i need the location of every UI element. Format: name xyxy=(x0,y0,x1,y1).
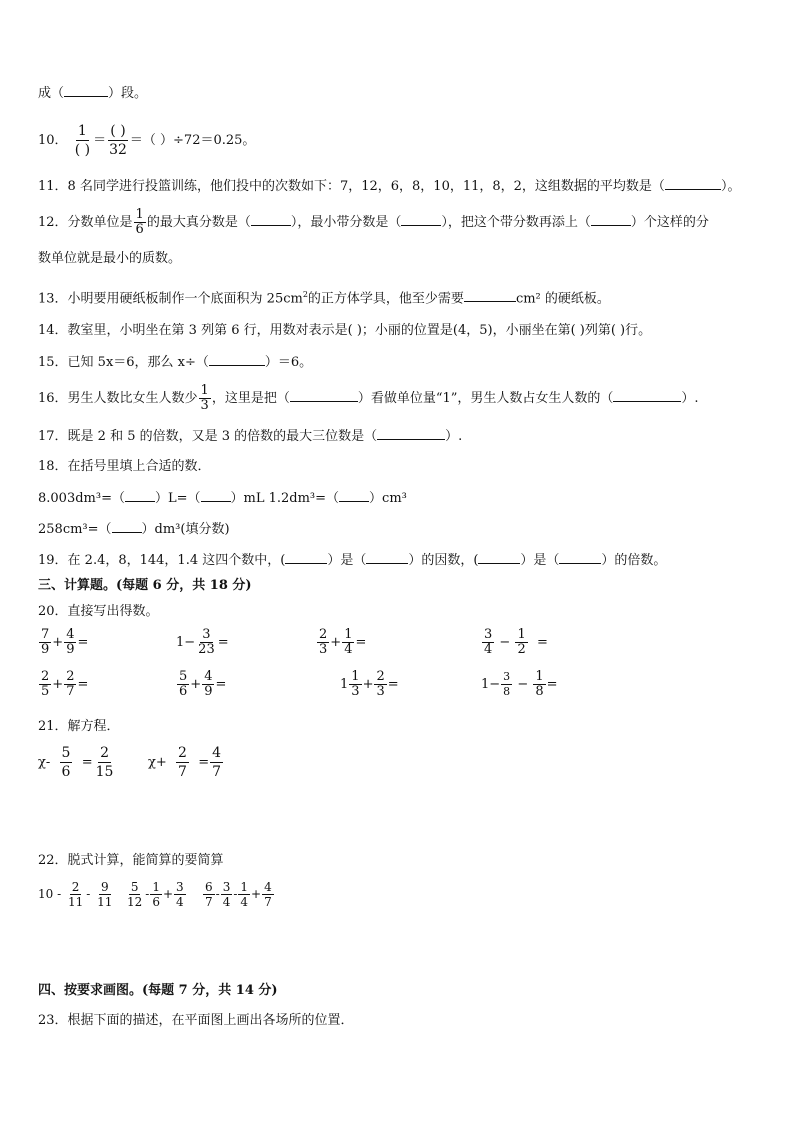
answer-blank[interactable] xyxy=(559,551,601,564)
question-22-title: 22．脱式计算，能简算的要简算 xyxy=(38,853,224,868)
fraction: $\frac{3}{4}$ xyxy=(222,880,231,909)
answer-blank[interactable] xyxy=(591,213,631,226)
expression-3: $\frac{6}{7}$ - $\frac{3}{4}$ - $\frac{1}{4}$ + $\frac{4}{7}$ xyxy=(205,880,272,909)
fraction: $\frac{9}{11}$ xyxy=(97,880,113,909)
answer-blank[interactable] xyxy=(366,551,408,564)
answer-blank[interactable] xyxy=(251,213,291,226)
answer-blank[interactable] xyxy=(285,551,327,564)
answer-blank[interactable] xyxy=(401,213,441,226)
fraction: $\frac{1}{( )}$ xyxy=(74,123,91,158)
expression-2: $\frac{5}{12}$ - $\frac{1}{6}$ + $\frac{3}{4}$ xyxy=(127,880,184,909)
question-18-title: 18．在括号里填上合适的数． xyxy=(38,459,211,474)
fraction: $\frac{2}{3}$ xyxy=(319,627,328,657)
question-18-line1: 8.003dm³=（ ）L=（ ）mL 1.2dm³=（ ）cm³ xyxy=(38,491,407,506)
calc-item: 1− $\frac{3}{23}$ = xyxy=(176,627,229,657)
fraction: $\frac{4}{9}$ xyxy=(204,669,213,699)
equation-2: χ+ $\frac{2}{7}$ = $\frac{4}{7}$ xyxy=(148,745,222,780)
expression-1: 10 - $\frac{2}{11}$ - $\frac{9}{11}$ xyxy=(38,880,113,909)
answer-blank[interactable] xyxy=(125,489,155,502)
question-21-title: 21．解方程． xyxy=(38,719,120,734)
fraction: $\frac{( )}{32}$ xyxy=(109,123,127,158)
question-15: 15．已知 5x＝6，那么 x÷（ ）＝6。 xyxy=(38,355,313,370)
fraction: $\frac{2}{11}$ xyxy=(67,880,84,909)
fraction: $\frac{6}{7}$ xyxy=(205,880,213,909)
fraction: $\frac{3}{23}$ xyxy=(198,627,215,657)
calc-item: $\frac{2}{5}$ + $\frac{2}{7}$ = xyxy=(41,669,89,699)
answer-blank[interactable] xyxy=(201,489,231,502)
section-4-title: 四、按要求画图。(每题 7 分，共 14 分) xyxy=(38,983,278,998)
answer-blank[interactable] xyxy=(377,427,445,440)
fraction: $\frac{1}{8}$ xyxy=(535,669,544,699)
answer-blank[interactable] xyxy=(209,353,265,366)
equation-1: χ- $\frac{5}{6}$ = $\frac{2}{15}$ xyxy=(38,745,114,780)
answer-blank[interactable] xyxy=(112,520,142,533)
question-16: 16．男生人数比女生人数少 $\frac{1}{3}$ ，这里是把（ ）看做单位量“1”，男生人数占女生人数的（ ）. xyxy=(38,383,699,413)
question-14: 14．教室里，小明坐在第 3 列第 6 行，用数对表示是( )；小丽的位置是(4，5)，小丽坐在第( )列第( )行。 xyxy=(38,323,652,338)
answer-blank[interactable] xyxy=(613,389,681,402)
fraction: $\frac{1}{4}$ xyxy=(344,627,353,657)
fraction: $\frac{5}{6}$ xyxy=(179,669,188,699)
question-12: 12．分数单位是 $\frac{1}{6}$ 的最大真分数是（ ），最小带分数是（ ），把这个带分数再添上（ ）个这样的分 xyxy=(38,207,709,237)
fraction: $\frac{2}{3}$ xyxy=(376,669,385,699)
fraction: $\frac{2}{7}$ xyxy=(66,669,75,699)
question-13: 13．小明要用硬纸板制作一个底面积为 $25cm^2$的正方体学具，他至少需要 cm² 的硬纸板。 xyxy=(38,290,610,307)
fraction: $\frac{4}{7}$ xyxy=(264,880,272,909)
q9-tail: 成（ ）段。 xyxy=(38,86,148,101)
fraction: $\frac{3}{4}$ xyxy=(176,880,184,909)
question-23: 23．根据下面的描述，在平面图上画出各场所的位置． xyxy=(38,1013,354,1028)
fraction: $\frac{2}{15}$ xyxy=(95,745,114,780)
fraction: $\frac{1}{3}$ xyxy=(200,383,209,413)
fraction: $\frac{4}{7}$ xyxy=(212,745,222,780)
calc-item: $\frac{3}{4}$ − $\frac{1}{2}$ = xyxy=(484,627,548,657)
fraction: $\frac{7}{9}$ xyxy=(41,627,50,657)
fraction: $\frac{3}{8}$ xyxy=(503,670,511,698)
fraction: $\frac{1}{6}$ xyxy=(152,880,160,909)
fraction: $\frac{2}{5}$ xyxy=(41,669,50,699)
fraction: $\frac{1}{3}$ xyxy=(351,669,360,699)
calc-item: $\frac{7}{9}$ + $\frac{4}{9}$ = xyxy=(41,627,89,657)
section-3-title: 三、计算题。(每题 6 分，共 18 分) xyxy=(38,578,252,593)
fraction: $\frac{5}{6}$ xyxy=(61,745,71,780)
question-18-line2: 258cm³=（ ）dm³(填分数) xyxy=(38,522,230,537)
answer-blank[interactable] xyxy=(665,177,721,190)
question-20-title: 20．直接写出得数。 xyxy=(38,604,159,619)
question-11: 11．8 名同学进行投篮训练，他们投中的次数如下：7，12，6，8，10，11，8，2，这组数据的平均数是（ ）。 xyxy=(38,179,741,194)
answer-blank[interactable] xyxy=(464,289,516,302)
fraction: $\frac{2}{7}$ xyxy=(178,745,187,780)
calc-item: 1 $\frac{1}{3}$ + $\frac{2}{3}$ = xyxy=(340,669,399,699)
calc-item: $\frac{2}{3}$ + $\frac{1}{4}$ = xyxy=(319,627,367,657)
fraction: $\frac{3}{4}$ xyxy=(484,627,493,657)
answer-blank[interactable] xyxy=(290,389,358,402)
question-19: 19．在 2.4，8，144，1.4 这四个数中，( ）是（ ）的因数，( ）是（ ）的倍数。 xyxy=(38,553,667,568)
fraction: $\frac{1}{4}$ xyxy=(240,880,249,909)
fraction: $\frac{5}{12}$ xyxy=(127,880,143,909)
answer-blank[interactable] xyxy=(339,489,369,502)
answer-blank[interactable] xyxy=(64,84,108,97)
fraction: $\frac{1}{6}$ xyxy=(135,207,144,237)
calc-item: 1− $\frac{3}{8}$ − $\frac{1}{8}$ = xyxy=(481,669,558,699)
fraction: $\frac{4}{9}$ xyxy=(66,627,75,657)
question-12-line2: 数单位就是最小的质数。 xyxy=(38,251,182,266)
calc-item: $\frac{5}{6}$ + $\frac{4}{9}$ = xyxy=(179,669,227,699)
question-17: 17．既是 2 和 5 的倍数，又是 3 的倍数的最大三位数是（ ）. xyxy=(38,429,463,444)
answer-blank[interactable] xyxy=(478,551,520,564)
question-10: 10． $\frac{1}{( )}$ ＝ $\frac{( )}{32}$ ＝（ ）÷72＝0.25。 xyxy=(38,123,256,158)
fraction: $\frac{1}{2}$ xyxy=(517,627,526,657)
